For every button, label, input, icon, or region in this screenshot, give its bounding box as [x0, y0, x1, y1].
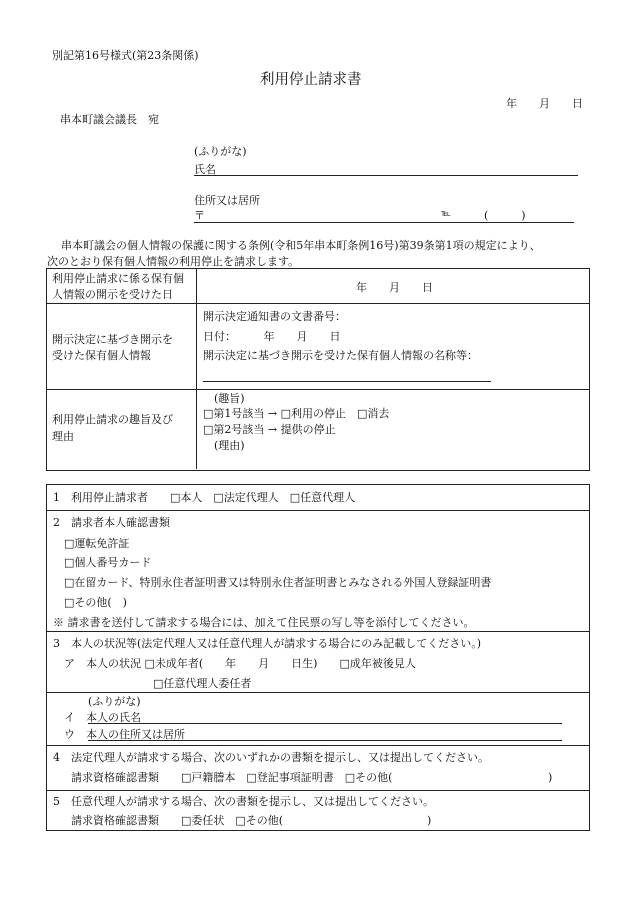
voluntary-agent-other-close: ): [427, 814, 432, 827]
voluntary-agent-docs-title: 5 任意代理人が請求する場合、次の書類を提示し、又は提出してください。: [53, 795, 434, 808]
date-field: 年 月 日: [506, 97, 583, 110]
legal-agent-docs-options[interactable]: 請求資格確認書類 □戸籍謄本 □登記事項証明書 □その他(: [71, 771, 393, 784]
purpose-reason-label-2: 理由: [52, 430, 74, 443]
principal-address-line[interactable]: [88, 740, 562, 741]
identity-doc-drivers-license[interactable]: □運転免許証: [64, 537, 130, 550]
table2-divider-3: [46, 692, 589, 693]
disclosed-info-name[interactable]: 開示決定に基づき開示を受けた保有個人情報の名称等：: [203, 349, 478, 362]
table1-row-divider-2: [46, 389, 589, 390]
table2-divider-1: [46, 510, 589, 511]
applicant-name-line[interactable]: [194, 175, 578, 176]
purpose-option-1[interactable]: □第1号該当 → □利用の停止 □消去: [203, 407, 390, 420]
table1-row-divider-1: [46, 303, 589, 304]
applicant-furigana-label: (ふりがな): [194, 145, 247, 158]
table2-divider-5: [46, 790, 589, 791]
legal-agent-other-close: ): [548, 771, 553, 784]
legal-agent-docs-title: 4 法定代理人が請求する場合、次のいずれかの書類を提示し、又は提出してください。: [53, 751, 489, 764]
principal-status-options[interactable]: ア 本人の状況 □未成年者( 年 月 日生) □成年被後見人: [64, 657, 416, 670]
disclosed-info-label-1: 開示決定に基づき開示を: [52, 333, 173, 346]
purpose-heading: (趣旨): [214, 392, 245, 405]
postal-mark: 〒: [194, 209, 205, 222]
intro-line-1: 串本町議会の個人情報の保護に関する条例(令和5年串本町条例16号)第39条第1項の規定により、: [61, 239, 541, 252]
mail-request-note: ※ 請求書を送付して請求する場合には、加えて住民票の写し等を添付してください。: [53, 616, 475, 629]
identity-doc-other[interactable]: □その他( ): [64, 596, 127, 609]
principal-furigana-label: (ふりがな): [88, 695, 141, 708]
table2-divider-4: [46, 745, 589, 746]
addressee: 串本町議会議長 宛: [60, 113, 159, 126]
notice-date[interactable]: 日付： 年 月 日: [203, 330, 341, 343]
applicant-address-line[interactable]: [194, 222, 574, 223]
purpose-reason-label-1: 利用停止請求の趣旨及び: [52, 413, 173, 426]
disclosed-info-name-line[interactable]: [203, 381, 491, 382]
voluntary-agent-docs-options[interactable]: 請求資格確認書類 □委任状 □その他(: [71, 814, 284, 827]
tel-label: ℡: [441, 209, 451, 219]
principal-status-title: 3 本人の状況等(法定代理人又は任意代理人が請求する場合にのみ記載してください。): [53, 637, 482, 650]
disclosure-date-label-2: 人情報の開示を受けた日: [52, 288, 173, 301]
requester-type[interactable]: 1 利用停止請求者 □本人 □法定代理人 □任意代理人: [53, 491, 356, 504]
reason-heading: (理由): [214, 439, 245, 452]
intro-line-2: 次のとおり保有個人情報の利用停止を請求します。: [47, 255, 300, 268]
identity-doc-my-number-card[interactable]: □個人番号カード: [64, 556, 152, 569]
principal-name-line[interactable]: [88, 723, 562, 724]
purpose-option-2[interactable]: □第2号該当 → 提供の停止: [203, 423, 336, 436]
principal-name-label: イ 本人の氏名: [64, 711, 141, 724]
principal-status-voluntary[interactable]: □任意代理人委任者: [153, 677, 252, 690]
notice-document-number[interactable]: 開示決定通知書の文書番号：: [203, 310, 346, 323]
principal-address-label: ウ 本人の住所又は居所: [64, 728, 185, 741]
disclosure-date-value[interactable]: 年 月 日: [356, 281, 433, 294]
applicant-address-label: 住所又は居所: [194, 194, 260, 207]
form-number: 別記第16号様式(第23条関係): [52, 49, 199, 62]
table2-divider-2: [46, 631, 589, 632]
applicant-name-label: 氏名: [194, 163, 216, 176]
tel-parens: ( ): [484, 209, 526, 222]
disclosed-info-label-2: 受けた保有個人情報: [52, 349, 151, 362]
page-title: 利用停止請求書: [260, 72, 362, 88]
identity-doc-residence-card[interactable]: □在留カード、特別永住者証明書又は特別永住者証明書とみなされる外国人登録証明書: [64, 576, 492, 589]
identity-docs-title: 2 請求者本人確認書類: [53, 516, 170, 529]
disclosure-date-label-1: 利用停止請求に係る保有個: [52, 272, 184, 285]
table1-column-divider: [196, 268, 197, 469]
